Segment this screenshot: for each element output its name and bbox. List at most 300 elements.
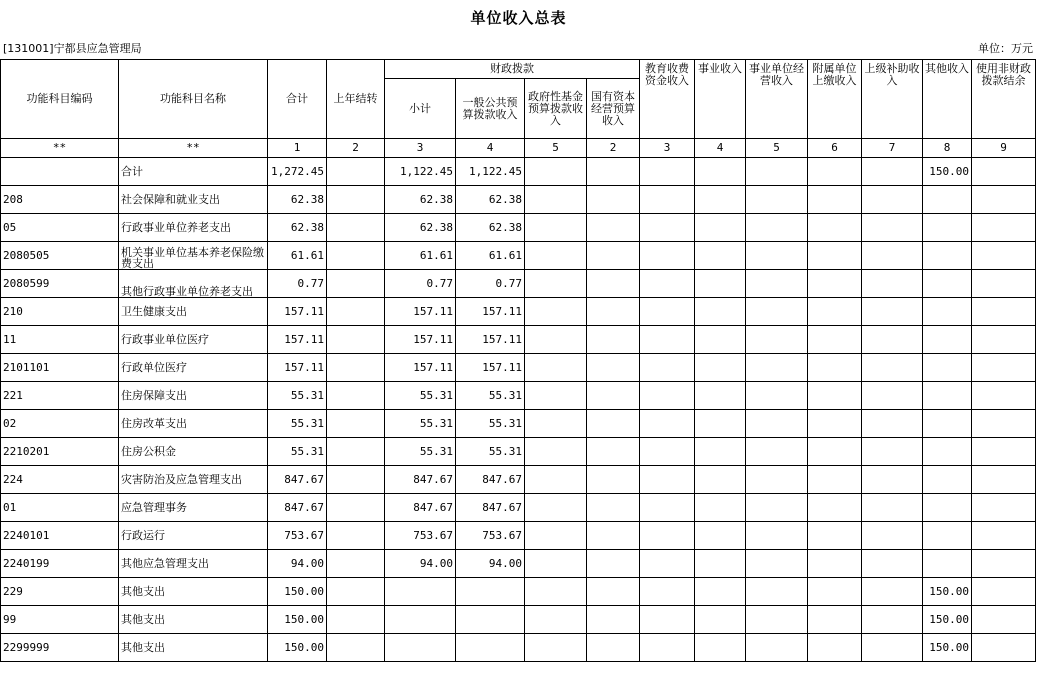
header-business: 事业收入 <box>695 60 746 139</box>
row-business <box>695 466 746 494</box>
row-gov-fund <box>525 578 587 606</box>
row-superior-subsidy <box>862 186 923 214</box>
row-superior-subsidy <box>862 578 923 606</box>
row-code: 99 <box>1 606 119 634</box>
row-edu-fee <box>640 354 695 382</box>
index-cell: ** <box>119 139 268 158</box>
row-subtotal: 55.31 <box>385 382 456 410</box>
row-subtotal: 157.11 <box>385 326 456 354</box>
row-name: 行政运行 <box>119 522 268 550</box>
row-biz-operation <box>746 494 808 522</box>
row-edu-fee <box>640 186 695 214</box>
header-affiliated: 附属单位上缴收入 <box>808 60 862 139</box>
row-code: 02 <box>1 410 119 438</box>
header-non-fiscal-balance: 使用非财政拨款结余 <box>972 60 1036 139</box>
row-gov-fund <box>525 158 587 186</box>
header-gov-fund: 政府性基金预算拨款收入 <box>525 79 587 139</box>
row-gov-fund <box>525 242 587 270</box>
row-gov-fund <box>525 354 587 382</box>
table-row <box>1 354 1036 382</box>
row-general-budget: 0.77 <box>456 270 525 298</box>
row-state-capital <box>587 214 640 242</box>
row-state-capital <box>587 298 640 326</box>
row-carryover <box>327 354 385 382</box>
row-biz-operation <box>746 438 808 466</box>
row-biz-operation <box>746 382 808 410</box>
row-other-income <box>923 494 972 522</box>
row-subtotal: 94.00 <box>385 550 456 578</box>
row-subtotal: 55.31 <box>385 410 456 438</box>
row-gov-fund <box>525 438 587 466</box>
row-code: 2240199 <box>1 550 119 578</box>
row-carryover <box>327 298 385 326</box>
unit-label: 单位：万元 <box>978 42 1033 55</box>
header-edu-fee: 教育收费资金收入 <box>640 60 695 139</box>
row-superior-subsidy <box>862 354 923 382</box>
row-general-budget: 1,122.45 <box>456 158 525 186</box>
row-carryover <box>327 606 385 634</box>
row-code: 05 <box>1 214 119 242</box>
row-gov-fund <box>525 298 587 326</box>
row-total: 55.31 <box>268 438 327 466</box>
row-total: 62.38 <box>268 186 327 214</box>
row-non-fiscal-balance <box>972 382 1036 410</box>
row-business <box>695 298 746 326</box>
row-business <box>695 494 746 522</box>
row-state-capital <box>587 270 640 298</box>
row-other-income <box>923 354 972 382</box>
row-business <box>695 522 746 550</box>
row-other-income <box>923 410 972 438</box>
row-biz-operation <box>746 634 808 662</box>
row-general-budget: 753.67 <box>456 522 525 550</box>
table-row <box>1 438 1036 466</box>
row-affiliated <box>808 242 862 270</box>
table-row <box>1 410 1036 438</box>
row-affiliated <box>808 158 862 186</box>
row-code: 229 <box>1 578 119 606</box>
row-edu-fee <box>640 270 695 298</box>
row-business <box>695 578 746 606</box>
row-subtotal: 847.67 <box>385 494 456 522</box>
row-gov-fund <box>525 410 587 438</box>
row-name: 其他支出 <box>119 606 268 634</box>
row-state-capital <box>587 382 640 410</box>
row-superior-subsidy <box>862 242 923 270</box>
row-non-fiscal-balance <box>972 354 1036 382</box>
row-affiliated <box>808 410 862 438</box>
row-total: 61.61 <box>268 242 327 270</box>
row-biz-operation <box>746 550 808 578</box>
row-non-fiscal-balance <box>972 410 1036 438</box>
row-name: 其他支出 <box>119 634 268 662</box>
row-business <box>695 410 746 438</box>
row-business <box>695 382 746 410</box>
row-subtotal: 1,122.45 <box>385 158 456 186</box>
row-subtotal: 61.61 <box>385 242 456 270</box>
row-carryover <box>327 494 385 522</box>
header-state-capital: 国有资本经营预算收入 <box>587 79 640 139</box>
row-state-capital <box>587 158 640 186</box>
row-total: 157.11 <box>268 298 327 326</box>
table-row <box>1 214 1036 242</box>
row-code: 2299999 <box>1 634 119 662</box>
row-biz-operation <box>746 410 808 438</box>
row-edu-fee <box>640 578 695 606</box>
table-row <box>1 550 1036 578</box>
row-affiliated <box>808 382 862 410</box>
header-subtotal: 小计 <box>385 79 456 139</box>
row-name: 应急管理事务 <box>119 494 268 522</box>
row-general-budget: 157.11 <box>456 298 525 326</box>
row-edu-fee <box>640 466 695 494</box>
row-superior-subsidy <box>862 270 923 298</box>
row-carryover <box>327 550 385 578</box>
row-carryover <box>327 186 385 214</box>
row-business <box>695 606 746 634</box>
row-biz-operation <box>746 214 808 242</box>
index-cell: 4 <box>695 139 746 158</box>
row-affiliated <box>808 326 862 354</box>
row-other-income <box>923 242 972 270</box>
row-total: 55.31 <box>268 382 327 410</box>
row-code: 2101101 <box>1 354 119 382</box>
row-gov-fund <box>525 466 587 494</box>
row-non-fiscal-balance <box>972 326 1036 354</box>
row-biz-operation <box>746 298 808 326</box>
index-cell: 8 <box>923 139 972 158</box>
row-other-income <box>923 466 972 494</box>
index-row <box>1 139 1036 158</box>
header-superior-subsidy: 上级补助收入 <box>862 60 923 139</box>
row-affiliated <box>808 606 862 634</box>
row-state-capital <box>587 438 640 466</box>
row-affiliated <box>808 634 862 662</box>
table-row <box>1 270 1036 298</box>
row-state-capital <box>587 326 640 354</box>
row-superior-subsidy <box>862 438 923 466</box>
row-affiliated <box>808 494 862 522</box>
row-code: 208 <box>1 186 119 214</box>
row-gov-fund <box>525 186 587 214</box>
row-name: 行政事业单位医疗 <box>119 326 268 354</box>
row-name: 合计 <box>119 158 268 186</box>
row-superior-subsidy <box>862 522 923 550</box>
row-non-fiscal-balance <box>972 522 1036 550</box>
header-biz-operation: 事业单位经营收入 <box>746 60 808 139</box>
row-non-fiscal-balance <box>972 298 1036 326</box>
row-edu-fee <box>640 606 695 634</box>
row-carryover <box>327 410 385 438</box>
row-superior-subsidy <box>862 214 923 242</box>
row-non-fiscal-balance <box>972 438 1036 466</box>
row-name: 其他行政事业单位养老支出 <box>119 270 268 298</box>
row-carryover <box>327 214 385 242</box>
row-gov-fund <box>525 326 587 354</box>
index-cell: 3 <box>385 139 456 158</box>
row-affiliated <box>808 186 862 214</box>
row-affiliated <box>808 354 862 382</box>
row-superior-subsidy <box>862 494 923 522</box>
row-carryover <box>327 438 385 466</box>
row-business <box>695 242 746 270</box>
row-other-income: 150.00 <box>923 578 972 606</box>
row-edu-fee <box>640 326 695 354</box>
row-subtotal: 55.31 <box>385 438 456 466</box>
row-non-fiscal-balance <box>972 578 1036 606</box>
row-total: 847.67 <box>268 494 327 522</box>
row-non-fiscal-balance <box>972 242 1036 270</box>
row-carryover <box>327 522 385 550</box>
row-other-income <box>923 550 972 578</box>
index-cell: 2 <box>587 139 640 158</box>
row-state-capital <box>587 242 640 270</box>
row-subtotal <box>385 606 456 634</box>
row-total: 157.11 <box>268 326 327 354</box>
row-carryover <box>327 270 385 298</box>
report-title: 单位收入总表 <box>470 9 567 27</box>
table-row <box>1 466 1036 494</box>
row-state-capital <box>587 186 640 214</box>
row-affiliated <box>808 270 862 298</box>
row-affiliated <box>808 578 862 606</box>
index-cell: 4 <box>456 139 525 158</box>
row-total: 0.77 <box>268 270 327 298</box>
table-row <box>1 606 1036 634</box>
row-superior-subsidy <box>862 634 923 662</box>
table-row <box>1 634 1036 662</box>
row-other-income <box>923 438 972 466</box>
row-state-capital <box>587 354 640 382</box>
row-name: 住房公积金 <box>119 438 268 466</box>
row-business <box>695 270 746 298</box>
row-total: 1,272.45 <box>268 158 327 186</box>
row-business <box>695 326 746 354</box>
row-non-fiscal-balance <box>972 466 1036 494</box>
row-other-income <box>923 186 972 214</box>
unit-name: [131001]宁都县应急管理局 <box>3 42 142 55</box>
row-affiliated <box>808 522 862 550</box>
row-other-income <box>923 326 972 354</box>
row-non-fiscal-balance <box>972 214 1036 242</box>
row-other-income: 150.00 <box>923 634 972 662</box>
row-total: 150.00 <box>268 634 327 662</box>
row-code <box>1 158 119 186</box>
row-state-capital <box>587 410 640 438</box>
row-other-income <box>923 214 972 242</box>
row-subtotal: 753.67 <box>385 522 456 550</box>
row-affiliated <box>808 438 862 466</box>
row-edu-fee <box>640 298 695 326</box>
index-cell: 5 <box>746 139 808 158</box>
row-code: 2210201 <box>1 438 119 466</box>
row-subtotal: 0.77 <box>385 270 456 298</box>
row-total: 55.31 <box>268 410 327 438</box>
row-non-fiscal-balance <box>972 494 1036 522</box>
row-edu-fee <box>640 634 695 662</box>
header-other-income: 其他收入 <box>923 60 972 139</box>
row-subtotal: 62.38 <box>385 214 456 242</box>
table-row <box>1 242 1036 270</box>
row-non-fiscal-balance <box>972 550 1036 578</box>
index-cell: 1 <box>268 139 327 158</box>
row-total: 157.11 <box>268 354 327 382</box>
row-business <box>695 158 746 186</box>
row-other-income <box>923 298 972 326</box>
row-business <box>695 186 746 214</box>
row-state-capital <box>587 522 640 550</box>
header-general-budget: 一般公共预算拨款收入 <box>456 79 525 139</box>
row-general-budget: 157.11 <box>456 354 525 382</box>
row-non-fiscal-balance <box>972 158 1036 186</box>
header-func-name: 功能科目名称 <box>119 60 268 139</box>
row-gov-fund <box>525 494 587 522</box>
row-superior-subsidy <box>862 606 923 634</box>
row-name: 行政事业单位养老支出 <box>119 214 268 242</box>
row-code: 11 <box>1 326 119 354</box>
income-table <box>0 59 1036 662</box>
row-biz-operation <box>746 522 808 550</box>
table-row <box>1 522 1036 550</box>
row-biz-operation <box>746 326 808 354</box>
row-biz-operation <box>746 270 808 298</box>
row-code: 221 <box>1 382 119 410</box>
index-cell: ** <box>1 139 119 158</box>
row-total: 753.67 <box>268 522 327 550</box>
row-affiliated <box>808 298 862 326</box>
row-general-budget: 847.67 <box>456 466 525 494</box>
row-name: 其他应急管理支出 <box>119 550 268 578</box>
row-non-fiscal-balance <box>972 606 1036 634</box>
row-other-income <box>923 382 972 410</box>
row-affiliated <box>808 550 862 578</box>
row-name: 灾害防治及应急管理支出 <box>119 466 268 494</box>
row-superior-subsidy <box>862 550 923 578</box>
row-general-budget: 55.31 <box>456 438 525 466</box>
index-cell: 3 <box>640 139 695 158</box>
row-name: 行政单位医疗 <box>119 354 268 382</box>
row-name: 卫生健康支出 <box>119 298 268 326</box>
table-row <box>1 382 1036 410</box>
row-carryover <box>327 326 385 354</box>
row-business <box>695 214 746 242</box>
row-gov-fund <box>525 522 587 550</box>
row-superior-subsidy <box>862 466 923 494</box>
row-gov-fund <box>525 270 587 298</box>
row-state-capital <box>587 494 640 522</box>
row-other-income <box>923 270 972 298</box>
row-biz-operation <box>746 606 808 634</box>
row-biz-operation <box>746 186 808 214</box>
row-name: 社会保障和就业支出 <box>119 186 268 214</box>
row-edu-fee <box>640 382 695 410</box>
row-biz-operation <box>746 466 808 494</box>
row-total: 62.38 <box>268 214 327 242</box>
row-business <box>695 354 746 382</box>
row-biz-operation <box>746 242 808 270</box>
row-name: 住房改革支出 <box>119 410 268 438</box>
row-edu-fee <box>640 158 695 186</box>
row-edu-fee <box>640 494 695 522</box>
header-fiscal-group: 财政拨款 <box>385 60 640 79</box>
row-code: 01 <box>1 494 119 522</box>
row-gov-fund <box>525 606 587 634</box>
row-state-capital <box>587 578 640 606</box>
row-carryover <box>327 578 385 606</box>
row-carryover <box>327 242 385 270</box>
row-other-income <box>923 522 972 550</box>
row-superior-subsidy <box>862 158 923 186</box>
row-edu-fee <box>640 242 695 270</box>
row-non-fiscal-balance <box>972 186 1036 214</box>
row-gov-fund <box>525 214 587 242</box>
row-biz-operation <box>746 578 808 606</box>
row-total: 150.00 <box>268 578 327 606</box>
row-biz-operation <box>746 158 808 186</box>
row-edu-fee <box>640 438 695 466</box>
table-row <box>1 494 1036 522</box>
row-name: 机关事业单位基本养老保险缴费支出 <box>119 242 268 270</box>
row-carryover <box>327 466 385 494</box>
row-general-budget: 55.31 <box>456 410 525 438</box>
row-total: 150.00 <box>268 606 327 634</box>
row-non-fiscal-balance <box>972 634 1036 662</box>
row-total: 847.67 <box>268 466 327 494</box>
row-general-budget: 62.38 <box>456 214 525 242</box>
row-general-budget: 847.67 <box>456 494 525 522</box>
table-row <box>1 326 1036 354</box>
row-affiliated <box>808 214 862 242</box>
table-row <box>1 158 1036 186</box>
row-general-budget: 94.00 <box>456 550 525 578</box>
row-subtotal: 847.67 <box>385 466 456 494</box>
row-general-budget: 55.31 <box>456 382 525 410</box>
row-gov-fund <box>525 634 587 662</box>
row-other-income: 150.00 <box>923 606 972 634</box>
row-superior-subsidy <box>862 326 923 354</box>
row-edu-fee <box>640 550 695 578</box>
row-edu-fee <box>640 214 695 242</box>
index-cell: 2 <box>327 139 385 158</box>
row-carryover <box>327 158 385 186</box>
row-biz-operation <box>746 354 808 382</box>
row-subtotal: 62.38 <box>385 186 456 214</box>
row-subtotal: 157.11 <box>385 298 456 326</box>
row-superior-subsidy <box>862 410 923 438</box>
row-name: 其他支出 <box>119 578 268 606</box>
row-general-budget <box>456 606 525 634</box>
row-carryover <box>327 382 385 410</box>
row-edu-fee <box>640 410 695 438</box>
index-cell: 6 <box>808 139 862 158</box>
row-subtotal <box>385 634 456 662</box>
row-general-budget <box>456 634 525 662</box>
row-subtotal: 157.11 <box>385 354 456 382</box>
row-code: 224 <box>1 466 119 494</box>
index-cell: 9 <box>972 139 1036 158</box>
row-superior-subsidy <box>862 382 923 410</box>
row-total: 94.00 <box>268 550 327 578</box>
table-row <box>1 186 1036 214</box>
row-code: 2080599 <box>1 270 119 298</box>
row-gov-fund <box>525 550 587 578</box>
row-business <box>695 438 746 466</box>
row-business <box>695 634 746 662</box>
index-cell: 5 <box>525 139 587 158</box>
row-name: 住房保障支出 <box>119 382 268 410</box>
row-other-income: 150.00 <box>923 158 972 186</box>
row-general-budget: 61.61 <box>456 242 525 270</box>
